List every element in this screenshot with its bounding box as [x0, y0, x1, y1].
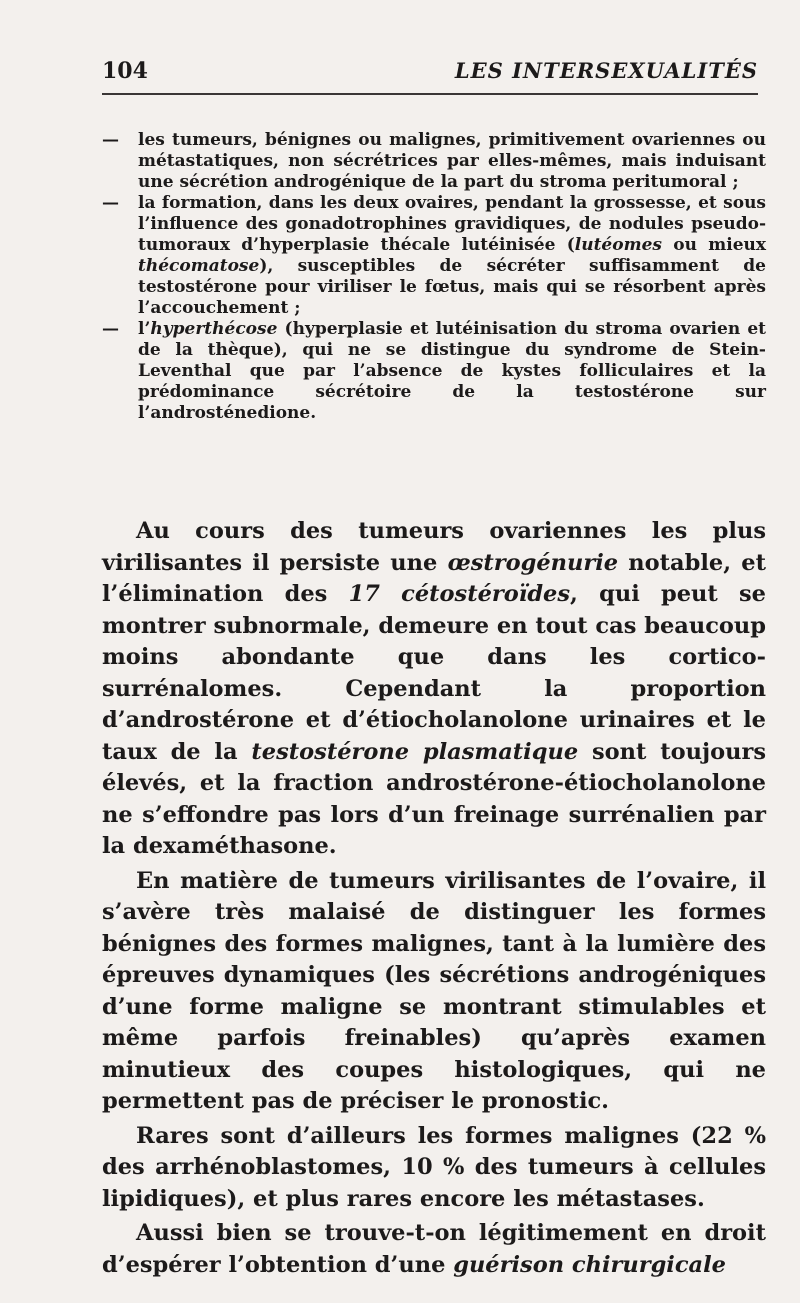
- page-number: 104: [102, 58, 148, 84]
- text-run: Aussi bien se trouve-t-on légitimement en droit d’espérer l’obtention d’une: [102, 1220, 766, 1278]
- list-item-text: la formation, dans les deux ovaires, pendant la grossesse, et sous l’influence des gonadotrophines gravidiques, de nodules pseudo-tumoraux d’hyperplasie thécale lutéinisée (: [138, 193, 766, 255]
- paragraph: En matière de tumeurs virilisantes de l’ovaire, il s’avère très malaisé de distinguer les formes bénignes des formes malignes, tant à la lumière des épreuves dynamiques (les sécrétions androgéniques d’une forme maligne se montrant stimulables et même parfois freinables) qu’après examen minutieux des coupes histologiques, qui ne permettent pas de préciser le pronostic.: [102, 867, 766, 1114]
- text-run: Au cours des tumeurs ovariennes les plus virilisantes il persiste une: [102, 518, 766, 576]
- text-run: , qui peut se montrer subnormale, demeure en tout cas beaucoup moins abondante que dans les cortico-surrénalomes. Cependant la proportion d’androstérone et d’étiocholanolone urinaires et le taux de la: [102, 581, 766, 765]
- emphasis: thécomatose: [138, 256, 260, 276]
- header-rule: [102, 93, 758, 95]
- list-item-text: l’: [138, 319, 151, 339]
- enumeration-list: [102, 130, 766, 424]
- emphasis: œstrogénurie: [447, 549, 619, 576]
- list-item-text: ou mieux: [661, 235, 767, 255]
- em-dash: —: [102, 319, 119, 339]
- running-title: LES INTERSEXUALITÉS: [454, 58, 758, 83]
- body-text: [102, 516, 766, 1281]
- text-run: notable, et l’élimination des: [102, 549, 766, 607]
- list-item: [102, 319, 766, 424]
- emphasis: testostérone plasmatique: [251, 738, 579, 765]
- list-item-text: les tumeurs, bénignes ou malignes, primitivement ovariennes ou métastatiques, non sécrétrices par elles-mêmes, mais induisant une sécrétion androgénique de la part du stroma peritumoral ;: [138, 130, 766, 192]
- em-dash: —: [102, 193, 119, 213]
- paragraph: [102, 516, 766, 863]
- emphasis: lutéomes: [574, 235, 662, 255]
- em-dash: —: [102, 130, 119, 150]
- list-item-text: (hyperplasie et lutéinisation du stroma ovarien et de la thèque), qui ne se distingue du syndrome de Stein-Leventhal que par l’absence de kystes folliculaires et la prédominance sécrétoire de la testostérone sur l’androsténedione.: [138, 319, 766, 423]
- page-header: [102, 58, 758, 92]
- list-item: [102, 130, 766, 193]
- emphasis: hyperthécose: [150, 319, 278, 339]
- paragraph: [102, 1218, 766, 1281]
- list-item-text: ), susceptibles de sécréter suffisamment de testostérone pour viriliser le fœtus, mais qui se résorbent après l’accouchement ;: [138, 256, 766, 318]
- text-run: sont toujours élevés, et la fraction androstérone-étiocholanolone ne s’effondre pas lors d’un freinage surrénalien par la dexaméthasone.: [102, 738, 766, 859]
- emphasis: 17 cétostéroïdes: [348, 581, 571, 607]
- paragraph: Rares sont d’ailleurs les formes malignes (22 % des arrhénoblastomes, 10 % des tumeurs à cellules lipidiques), et plus rares encore les métastases.: [102, 1122, 766, 1212]
- list-item: [102, 193, 766, 319]
- emphasis: guérison chirurgicale: [453, 1251, 726, 1278]
